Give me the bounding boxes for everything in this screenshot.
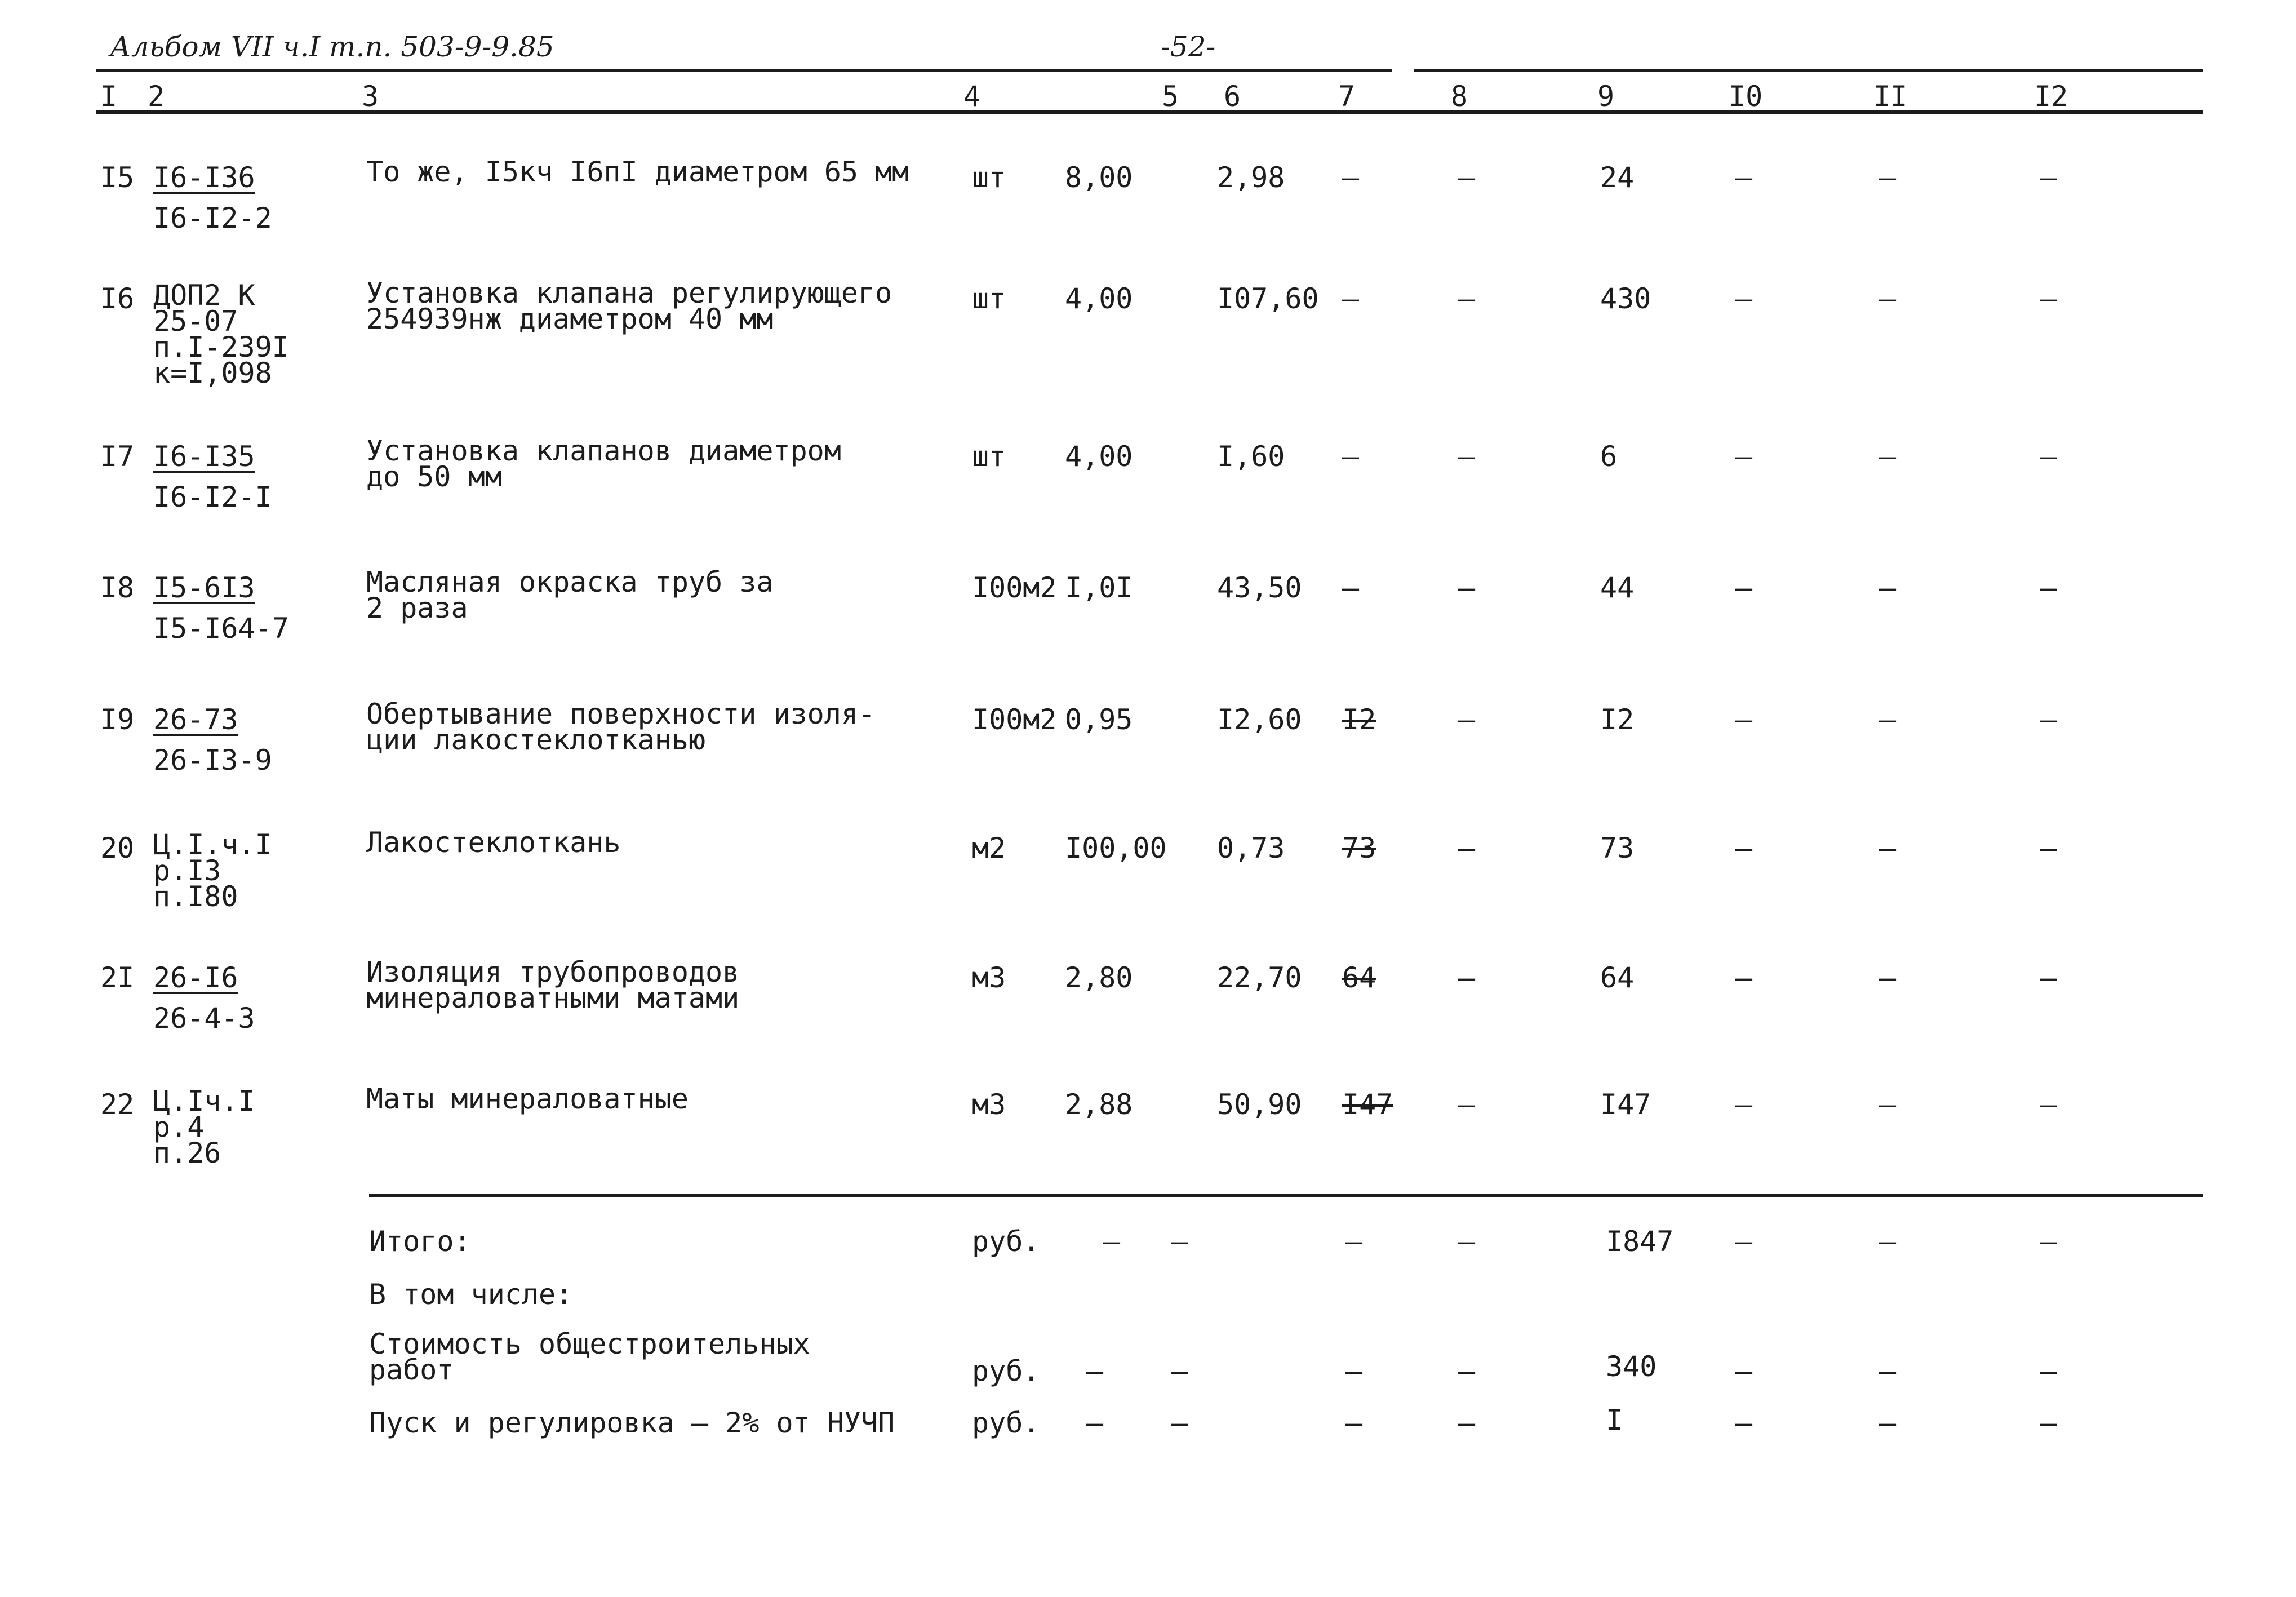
row-reference-top: I5-6I3 <box>153 571 255 604</box>
startup-col5a: – <box>1086 1407 1104 1439</box>
column-number-9: 9 <box>1597 80 1615 113</box>
row-unit: шт <box>972 440 1006 473</box>
row-quantity: I00,00 <box>1065 832 1167 864</box>
row-col7: – <box>1342 282 1360 315</box>
row-col10: – <box>1735 282 1753 315</box>
row-unit-price: I,60 <box>1217 440 1285 473</box>
row-number: I6 <box>100 282 135 315</box>
startup-col12: – <box>2040 1407 2057 1439</box>
row-reference-bottom: 26-4-3 <box>153 1002 255 1035</box>
row-description-line1: Маты минераловатные <box>366 1083 689 1115</box>
row-col10: – <box>1735 703 1753 736</box>
general-works-label-line1: Стоимость общестроительных <box>369 1328 810 1360</box>
row-description-line1: Лакостеклоткань <box>366 826 621 859</box>
row-col7: – <box>1342 161 1360 194</box>
row-number: I5 <box>100 161 135 194</box>
row-description-line1: То же, I5кч I6пI диаметром 65 мм <box>366 156 909 188</box>
row-col8: – <box>1458 703 1476 736</box>
header-top-rule-left <box>96 69 1392 72</box>
row-unit-price: 43,50 <box>1217 571 1302 604</box>
column-number-5: 5 <box>1162 80 1179 113</box>
row-col12: – <box>2040 282 2057 315</box>
row-col9: 24 <box>1600 161 1635 194</box>
total-col11: – <box>1879 1225 1897 1258</box>
general-works-col10: – <box>1735 1355 1753 1387</box>
total-label: Итого: <box>369 1225 471 1258</box>
row-unit: м3 <box>972 961 1006 994</box>
row-col11: – <box>1879 961 1897 994</box>
row-unit-price: 50,90 <box>1217 1088 1302 1121</box>
totals-separator-rule <box>369 1194 2203 1197</box>
general-works-label-line2: работ <box>369 1354 454 1386</box>
row-col10: – <box>1735 961 1753 994</box>
row-col8: – <box>1458 832 1476 864</box>
startup-col11: – <box>1879 1407 1897 1439</box>
column-number-7: 7 <box>1338 80 1356 113</box>
total-col5a: – <box>1103 1225 1121 1258</box>
row-quantity: 2,88 <box>1065 1088 1133 1121</box>
row-reference-top: 26-73 <box>153 703 238 736</box>
row-quantity: 0,95 <box>1065 703 1133 736</box>
row-number: I8 <box>100 571 135 604</box>
row-reference-line: 25-07 <box>153 305 238 338</box>
row-col10: – <box>1735 571 1753 604</box>
row-col12: – <box>2040 703 2057 736</box>
row-col9: 6 <box>1600 440 1618 473</box>
row-col12: – <box>2040 1088 2057 1121</box>
startup-col5b: – <box>1171 1407 1188 1439</box>
row-col9: 73 <box>1600 832 1635 864</box>
row-col12: – <box>2040 832 2057 864</box>
row-col8: – <box>1458 440 1476 473</box>
row-reference <box>153 1085 255 1169</box>
row-col11: – <box>1879 161 1897 194</box>
row-reference-line: ДОП2 К <box>153 279 255 312</box>
general-works-col8: – <box>1458 1355 1476 1387</box>
row-reference-top: 26-I6 <box>153 961 238 994</box>
general-works-label <box>369 1328 810 1386</box>
startup-unit: руб. <box>972 1407 1040 1439</box>
row-quantity: 2,80 <box>1065 961 1133 994</box>
page-number: -52- <box>1161 30 1216 63</box>
row-description-line1: Установка клапанов диаметром <box>366 434 841 467</box>
row-number: 20 <box>100 832 135 864</box>
row-description-line2: 254939нж диаметром 40 мм <box>366 303 774 335</box>
row-description-line1: Масляная окраска труб за <box>366 566 774 598</box>
row-unit: м2 <box>972 832 1006 864</box>
row-col11: – <box>1879 1088 1897 1121</box>
row-unit-price: I2,60 <box>1217 703 1302 736</box>
row-reference-line: Ц.I.ч.I <box>153 828 272 861</box>
general-works-col9: 340 <box>1606 1350 1657 1383</box>
total-col10: – <box>1735 1225 1753 1258</box>
row-reference-bottom: I6-I2-I <box>153 481 272 513</box>
row-number: 22 <box>100 1088 135 1121</box>
row-reference-bottom: I6-I2-2 <box>153 202 272 234</box>
startup-label: Пуск и регулировка – 2% от НУЧП <box>369 1407 895 1439</box>
row-col10: – <box>1735 161 1753 194</box>
row-reference <box>153 828 272 913</box>
startup-col8: – <box>1458 1407 1476 1439</box>
row-description-line1: Обертывание поверхности изоля- <box>366 698 876 730</box>
row-col12: – <box>2040 161 2057 194</box>
row-unit: I00м2 <box>972 703 1057 736</box>
row-col7: I2 <box>1342 703 1376 736</box>
row-col11: – <box>1879 832 1897 864</box>
row-col9: I2 <box>1600 703 1635 736</box>
row-unit-price: 0,73 <box>1217 832 1285 864</box>
row-col8: – <box>1458 961 1476 994</box>
row-unit-price: 2,98 <box>1217 161 1285 194</box>
row-description-line1: Изоляция трубопроводов <box>366 956 740 988</box>
row-reference-line: к=I,098 <box>153 357 272 389</box>
general-works-col5a: – <box>1086 1355 1104 1387</box>
startup-col10: – <box>1735 1407 1753 1439</box>
row-reference-bottom: I5-I64-7 <box>153 612 289 645</box>
row-col11: – <box>1879 703 1897 736</box>
column-number-6: 6 <box>1224 80 1241 113</box>
column-number-1: I <box>100 80 118 113</box>
row-col11: – <box>1879 440 1897 473</box>
album-header: Альбом VII ч.I т.п. 503-9-9.85 <box>110 30 554 63</box>
row-col9: I47 <box>1600 1088 1651 1121</box>
row-col7: I47 <box>1342 1088 1393 1121</box>
general-works-unit: руб. <box>972 1355 1040 1387</box>
row-reference <box>153 279 289 389</box>
column-number-3: 3 <box>362 80 379 113</box>
row-reference-top: I6-I36 <box>153 161 255 194</box>
total-col9: I847 <box>1606 1225 1674 1258</box>
row-unit-price: I07,60 <box>1217 282 1319 315</box>
row-reference-bottom: 26-I3-9 <box>153 744 272 777</box>
row-quantity: 4,00 <box>1065 440 1133 473</box>
row-col7: 64 <box>1342 961 1376 994</box>
row-reference-top: I6-I35 <box>153 440 255 473</box>
row-reference-line: п.I-239I <box>153 331 289 363</box>
row-quantity: 4,00 <box>1065 282 1133 315</box>
row-col8: – <box>1458 1088 1476 1121</box>
startup-col9: I <box>1606 1404 1623 1436</box>
row-reference-line: п.I80 <box>153 880 238 913</box>
row-reference-line: Ц.Iч.I <box>153 1085 255 1117</box>
row-description-line2: ции лакостеклотканью <box>366 724 706 756</box>
row-col12: – <box>2040 440 2057 473</box>
column-number-8: 8 <box>1451 80 1468 113</box>
row-col9: 430 <box>1600 282 1651 315</box>
row-description-line2: минераловатными матами <box>366 982 740 1014</box>
row-number: I9 <box>100 703 135 736</box>
row-quantity: I,0I <box>1065 571 1133 604</box>
row-reference-line: р.4 <box>153 1111 205 1143</box>
row-reference-line: п.26 <box>153 1137 221 1169</box>
row-col9: 64 <box>1600 961 1635 994</box>
column-number-12: I2 <box>2034 80 2068 113</box>
row-col8: – <box>1458 571 1476 604</box>
total-col8: – <box>1458 1225 1476 1258</box>
column-number-10: I0 <box>1729 80 1763 113</box>
startup-col7: – <box>1345 1407 1363 1439</box>
column-number-4: 4 <box>963 80 981 113</box>
row-col8: – <box>1458 282 1476 315</box>
in-number-label: В том числе: <box>369 1278 573 1311</box>
row-unit-price: 22,70 <box>1217 961 1302 994</box>
row-col7: 73 <box>1342 832 1376 864</box>
row-description-line1: Установка клапана регулирующего <box>366 277 892 309</box>
total-col5b: – <box>1171 1225 1188 1258</box>
row-col12: – <box>2040 571 2057 604</box>
total-col7: – <box>1345 1225 1363 1258</box>
row-col9: 44 <box>1600 571 1635 604</box>
general-works-col11: – <box>1879 1355 1897 1387</box>
header-top-rule-right <box>1414 69 2203 72</box>
row-description-line2: до 50 мм <box>366 460 502 493</box>
total-col12: – <box>2040 1225 2057 1258</box>
row-description-line2: 2 раза <box>366 592 468 624</box>
row-col7: – <box>1342 571 1360 604</box>
row-unit: шт <box>972 282 1006 315</box>
row-unit: шт <box>972 161 1006 194</box>
column-number-2: 2 <box>148 80 165 113</box>
row-col7: – <box>1342 440 1360 473</box>
general-works-col5b: – <box>1171 1355 1188 1387</box>
row-col8: – <box>1458 161 1476 194</box>
row-quantity: 8,00 <box>1065 161 1133 194</box>
row-col10: – <box>1735 1088 1753 1121</box>
row-unit: м3 <box>972 1088 1006 1121</box>
general-works-col12: – <box>2040 1355 2057 1387</box>
column-number-11: II <box>1873 80 1908 113</box>
row-reference-line: р.I3 <box>153 854 221 887</box>
total-unit: руб. <box>972 1225 1040 1258</box>
row-number: 2I <box>100 961 135 994</box>
general-works-col7: – <box>1345 1355 1363 1387</box>
row-col10: – <box>1735 832 1753 864</box>
row-unit: I00м2 <box>972 571 1057 604</box>
row-col10: – <box>1735 440 1753 473</box>
row-col11: – <box>1879 571 1897 604</box>
header-bottom-rule <box>96 110 2203 114</box>
row-col12: – <box>2040 961 2057 994</box>
row-col11: – <box>1879 282 1897 315</box>
row-number: I7 <box>100 440 135 473</box>
